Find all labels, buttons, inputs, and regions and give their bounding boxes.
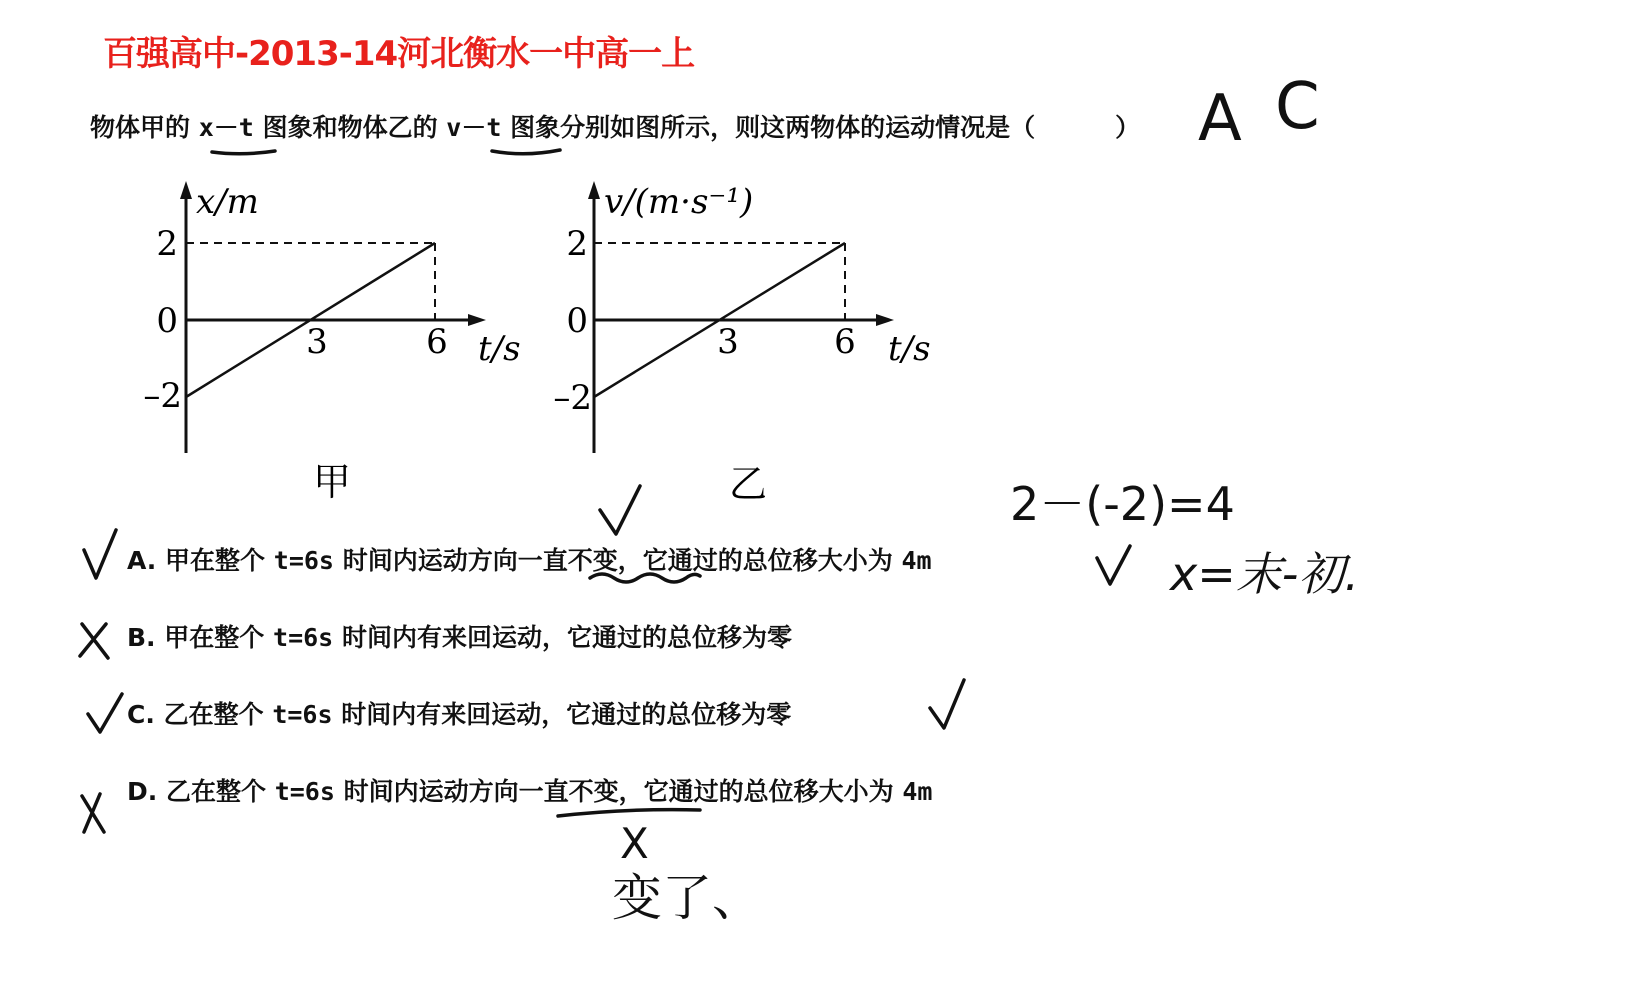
question-close: ） — [1115, 113, 1141, 142]
option-d-unit: 4m — [902, 777, 933, 806]
option-a-text-a: 甲在整个 — [165, 546, 266, 575]
check-c-right — [930, 680, 964, 728]
underline-vt — [492, 150, 560, 154]
option-b-letter: B. — [127, 623, 156, 652]
underline-d — [558, 810, 700, 816]
yi-caption: 乙 — [728, 462, 768, 506]
option-a-unit: 4m — [901, 546, 932, 575]
option-a-letter: A. — [127, 546, 157, 575]
option-b-expr: t=6s — [273, 623, 334, 652]
yi-tick-3: 3 — [717, 322, 739, 362]
option-d-text-a: 乙在整个 — [165, 777, 266, 806]
option-a-text-b: 时间内运动方向一直不变，它通过的总位移大小为 — [342, 546, 893, 575]
hand-answer-a: A — [1198, 82, 1242, 156]
jia-tick-neg2: –2 — [143, 376, 182, 416]
jia-caption: 甲 — [312, 460, 352, 504]
yi-y-label: v/(m·s⁻¹) — [604, 182, 754, 222]
check-a-left — [84, 530, 116, 578]
yi-x-label: t/s — [888, 329, 931, 369]
option-c-expr: t=6s — [272, 700, 333, 729]
hand-answer-c: C — [1275, 70, 1320, 144]
jia-y-label: x/m — [196, 182, 259, 222]
yi-tick-6: 6 — [834, 322, 856, 362]
jia-tick-3: 3 — [306, 322, 328, 362]
option-c-letter: C. — [127, 700, 155, 729]
option-b-text-a: 甲在整个 — [164, 623, 265, 652]
option-d-expr: t=6s — [274, 777, 335, 806]
page-title: 百强高中-2013-14河北衡水一中高一上 — [103, 34, 695, 74]
x-mark-d — [82, 794, 104, 832]
question-part3: 图象分别如图所示，则这两物体的运动情况是（ — [510, 113, 1036, 142]
hand-x-mark: X — [620, 819, 649, 868]
yi-tick-2: 2 — [566, 224, 588, 264]
check-above-a — [600, 486, 640, 534]
option-d-text-b: 时间内运动方向一直不变，它通过的总位移大小为 — [343, 777, 894, 806]
option-a-expr: t=6s — [273, 546, 334, 575]
question-xt: x－t — [198, 113, 254, 142]
check-a-right — [1097, 546, 1130, 584]
jia-x-label: t/s — [478, 329, 521, 369]
x-mark-b — [80, 624, 108, 658]
question-vt: v－t — [446, 113, 502, 142]
check-c-left — [88, 694, 122, 732]
hand-formula: x=末-初. — [1170, 547, 1359, 601]
wavy-underline-a — [590, 574, 700, 582]
hand-note: 变了、 — [612, 869, 762, 927]
option-c-text-b: 时间内有来回运动，它通过的总位移为零 — [341, 700, 792, 729]
jia-tick-2: 2 — [156, 224, 178, 264]
underline-xt — [212, 151, 275, 154]
option-c-text-a: 乙在整个 — [163, 700, 264, 729]
jia-tick-0: 0 — [156, 301, 178, 341]
jia-tick-6: 6 — [426, 322, 448, 362]
yi-tick-0: 0 — [566, 301, 588, 341]
question-part2: 图象和物体乙的 — [262, 113, 438, 142]
hand-calc: 2－(-2)=4 — [1010, 477, 1235, 531]
option-b-text-b: 时间内有来回运动，它通过的总位移为零 — [341, 623, 792, 652]
yi-tick-neg2: –2 — [553, 378, 592, 418]
question-part1: 物体甲的 — [90, 113, 191, 142]
option-d-letter: D. — [127, 777, 158, 806]
